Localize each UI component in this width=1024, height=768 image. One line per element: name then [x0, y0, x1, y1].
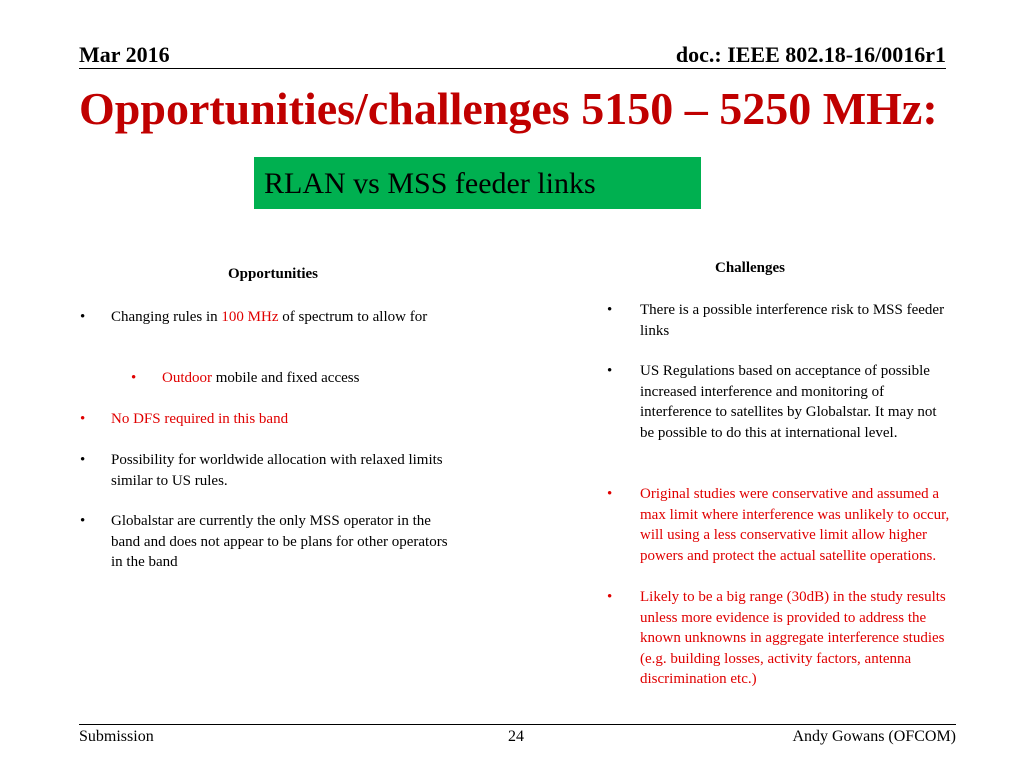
challenges-heading: Challenges: [714, 260, 785, 276]
slide-title: Opportunities/challenges 5150 – 5250 MHz:: [79, 83, 938, 134]
bullet-icon: •: [80, 411, 86, 427]
bullet-icon: •: [607, 302, 613, 318]
opportunity-text: Possibility for worldwide allocation with relaxed limits similar to US rules.: [111, 452, 443, 489]
highlight-text: 100 MHz: [221, 309, 279, 325]
banner-text: RLAN vs MSS feeder links: [264, 167, 596, 200]
opportunity-text: Outdoor mobile and fixed access: [162, 370, 360, 386]
challenge-item: [607, 361, 949, 443]
challenge-text: There is a possible interference risk to MSS feeder links: [640, 302, 945, 339]
challenge-text: Original studies were conservative and assumed a max limit where interference was unlikely to occur, will using a less conservative limit allow higher powers and protect the actual satellite operations.: [640, 486, 950, 564]
header-divider: [79, 68, 946, 69]
opportunity-item: [80, 307, 460, 328]
opportunity-item: [80, 511, 460, 573]
bullet-icon: •: [80, 452, 86, 468]
bullet-icon: •: [80, 513, 86, 529]
bullet-icon: •: [80, 309, 86, 325]
bullet-icon: •: [607, 363, 613, 379]
bullet-icon: •: [607, 486, 613, 502]
footer-author: Andy Gowans (OFCOM): [792, 728, 956, 745]
opportunity-item: [80, 409, 460, 430]
page-number: 24: [508, 728, 524, 745]
opportunity-item: [80, 450, 460, 491]
bullet-icon: •: [607, 589, 613, 605]
challenge-item: [607, 484, 952, 566]
opportunity-subitem: [131, 368, 451, 389]
opportunity-text: No DFS required in this band: [111, 411, 289, 427]
header-date: Mar 2016: [79, 42, 170, 67]
header-doc-number: doc.: IEEE 802.18-16/0016r1: [675, 42, 946, 67]
opportunity-text: Changing rules in 100 MHz of spectrum to allow for: [111, 309, 428, 325]
challenge-text: US Regulations based on acceptance of possible increased interference and monitoring of interference to satellites by Globalstar. It may not be possible to do this at international level.: [640, 363, 937, 441]
opportunity-text: Globalstar are currently the only MSS operator in the band and does not appear to be plans for other operators in the band: [111, 513, 448, 570]
banner: [254, 157, 701, 209]
footer-divider: [79, 724, 956, 725]
opportunities-heading: Opportunities: [227, 266, 318, 282]
challenge-item: [607, 300, 949, 341]
bullet-icon: •: [131, 370, 137, 386]
challenge-item: [607, 587, 952, 690]
highlight-text: Outdoor: [162, 370, 212, 386]
challenge-text: Likely to be a big range (30dB) in the study results unless more evidence is provided to address the known unknowns in aggregate interference studies (e.g. building losses, activity factors, antenna discrimination etc.): [640, 589, 946, 687]
footer-submission: Submission: [79, 728, 154, 745]
